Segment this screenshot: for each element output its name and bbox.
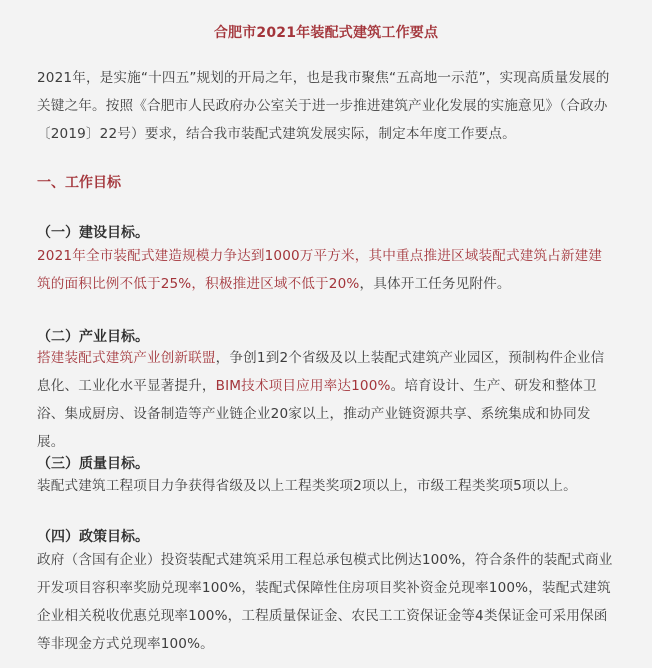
construction-paragraph: [37, 242, 614, 298]
article-title: 合肥市2021年装配式建筑工作要点: [213, 25, 439, 41]
intro-paragraph: 2021年，是实施“十四五”规划的开局之年，也是我市聚焦“五高地一示范”，实现高质量发展的关键之年。按照《合肥市人民政府办公室关于进一步推进建筑产业化发展的实施意见》（合政办〔2019〕22号）要求，结合我市装配式建筑发展实际，制定本年度工作要点。: [37, 70, 610, 142]
industry-text-2: 。培育设计、生产、研发和整体卫浴、集成厨房、设备制造等产业链企业20家以上，推动产业链资源共享、系统集成和协同发展。: [37, 378, 597, 450]
industry-text-1: ，争创1到2个省级及以上装配式建筑产业园区，预制构件企业信息化、工业化水平显著提升，: [37, 350, 605, 394]
industry-highlight-1: 搭建装配式建筑产业创新联盟: [37, 350, 216, 366]
subheading-policy: （四）政策目标。: [37, 529, 149, 545]
subheading-construction: （一）建设目标。: [37, 225, 149, 241]
construction-highlight: 2021年全市装配式建造规模力争达到1000万平方米，其中重点推进区域装配式建筑占新建建筑的面积比例不低于25%，积极推进区域不低于20%: [37, 248, 603, 292]
industry-paragraph: [37, 344, 614, 456]
section-heading-goals: 一、工作目标: [37, 175, 121, 191]
construction-text: ，具体开工任务见附件。: [359, 276, 511, 292]
industry-highlight-2: BIM技术项目应用率达100%: [215, 378, 391, 394]
subheading-industry: （二）产业目标。: [37, 329, 149, 345]
policy-paragraph: 政府（含国有企业）投资装配式建筑采用工程总承包模式比例达100%，符合条件的装配式商业开发项目容积率奖励兑现率100%，装配式保障性住房项目奖补资金兑现率100%，装配式建筑企业相关税收优惠兑现率100%，工程质量保证金、农民工工资保证金等4类保证金可采用保函等非现金方式兑现率100%。: [37, 552, 613, 652]
subheading-quality: （三）质量目标。: [37, 456, 149, 472]
quality-paragraph: 装配式建筑工程项目力争获得省级及以上工程类奖项2项以上，市级工程类奖项5项以上。: [37, 478, 577, 494]
